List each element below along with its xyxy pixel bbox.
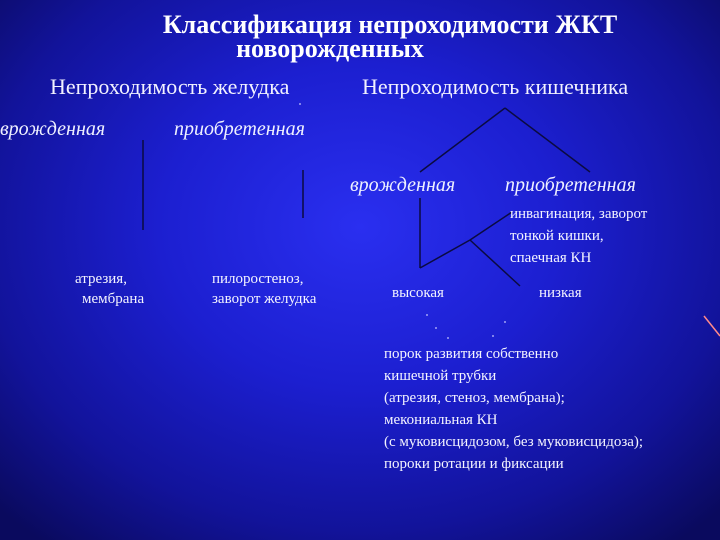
dotted-connector — [299, 103, 506, 339]
title-line-2: новорожденных — [236, 34, 424, 63]
low-label: низкая — [539, 285, 582, 301]
atresia-line-1: атрезия, — [75, 271, 127, 287]
intestine-acquired-label: приобретенная — [505, 174, 636, 196]
connector-intestine-right — [505, 108, 590, 172]
high-label: высокая — [392, 285, 444, 301]
stomach-congenital-label: врожденная — [0, 118, 106, 140]
details-line-5: (с муковисцидозом, без муковисцидоза); — [384, 434, 644, 450]
details-line-1: порок развития собственно — [384, 346, 559, 362]
connector-low-up — [470, 212, 512, 240]
connector-high — [420, 240, 470, 268]
title-line-1: Классификация непроходимости ЖКТ — [162, 10, 618, 39]
pylorostenosis-line-1: пилоростеноз, — [212, 271, 304, 287]
pylorostenosis-line-2: заворот желудка — [212, 291, 317, 307]
invagination-line-1: инвагинация, заворот — [510, 206, 648, 222]
details-line-6: пороки ротации и фиксации — [384, 456, 564, 472]
stomach-header: Непроходимость желудка — [50, 74, 290, 99]
details-line-4: мекониальная КН — [384, 412, 498, 428]
stomach-acquired-label: приобретенная — [174, 118, 305, 140]
invagination-line-3: спаечная КН — [510, 250, 592, 266]
intestine-header: Непроходимость кишечника — [362, 74, 629, 99]
invagination-line-2: тонкой кишки, — [510, 228, 604, 244]
atresia-line-2: мембрана — [82, 291, 145, 307]
intestine-congenital-label: врожденная — [350, 174, 456, 196]
accent-line — [704, 316, 720, 336]
connector-intestine-left — [420, 108, 505, 172]
details-line-2: кишечной трубки — [384, 368, 497, 384]
details-line-3: (атрезия, стеноз, мембрана); — [384, 390, 565, 406]
